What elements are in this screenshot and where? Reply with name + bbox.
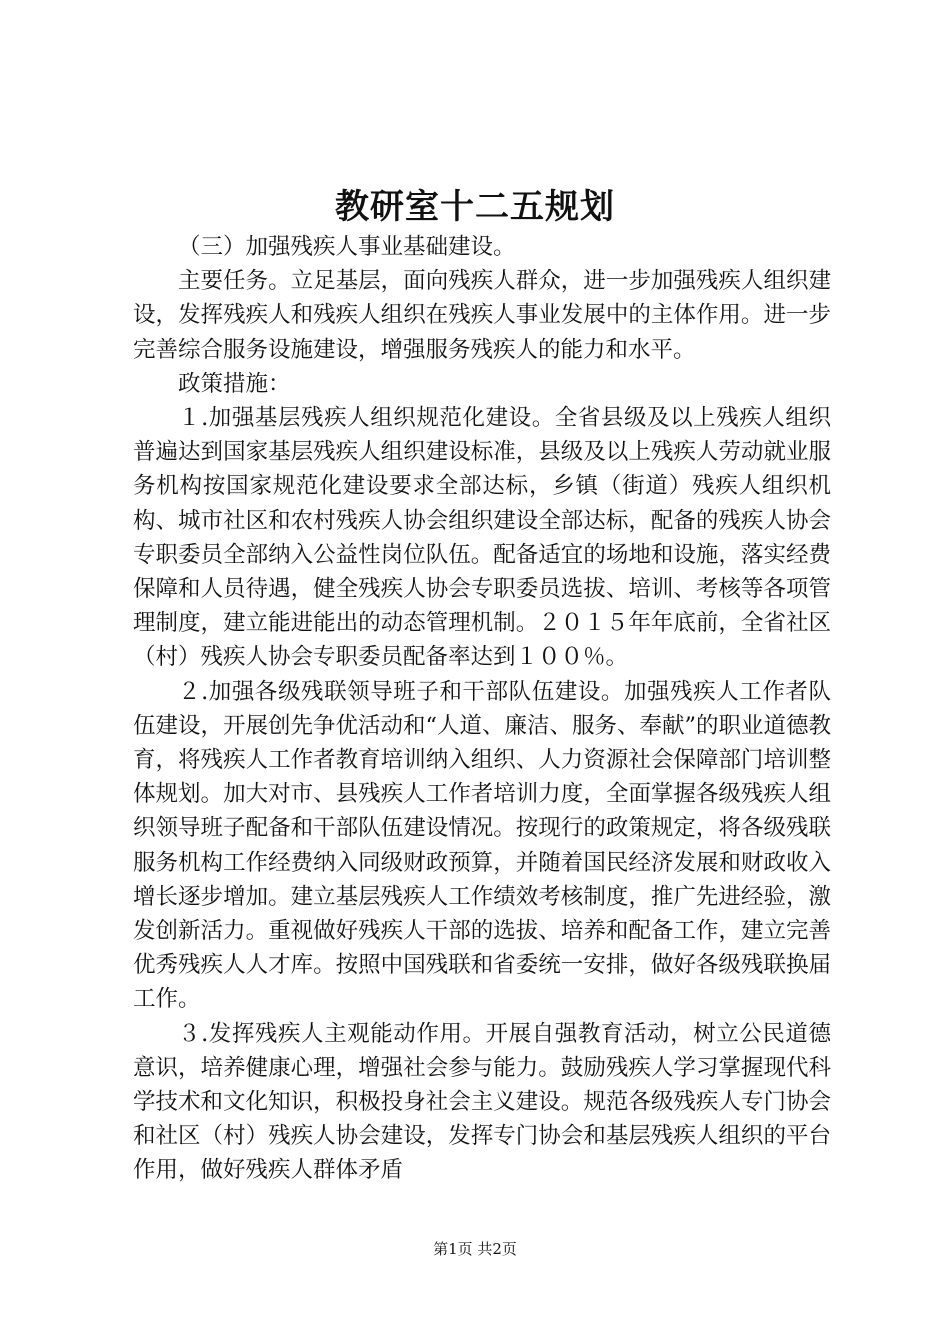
paragraph-main-tasks: 主要任务。立足基层，面向残疾人群众，进一步加强残疾人组织建设，发挥残疾人和残疾人组织在残疾人事业发展中的主体作用。进一步完善综合服务设施建设，增强服务残疾人的能力和水平。 bbox=[133, 268, 831, 363]
paragraph-item-2: ２.加强各级残联领导班子和干部队伍建设。加强残疾人工作者队伍建设，开展创先争优活动和“人道、廉洁、服务、奉献”的职业道德教育，将残疾人工作者教育培训纳入组织、人力资源社会保障部门培训整体规划。加大对市、县残疾人工作者培训力度，全面掌握各级残疾人组织领导班子配备和干部队伍建设情况。按现行的政策规定，将各级残联服务机构工作经费纳入同级财政预算，并随着国民经济发展和财政收入增长逐步增加。建立基层残疾人工作绩效考核制度，推广先进经验，激发创新活力。重视做好残疾人干部的选拔、培养和配备工作，建立完善优秀残疾人人才库。按照中国残联和省委统一安排，做好各级残联换届工作。 bbox=[133, 678, 832, 1013]
paragraph-policy-heading: 政策措施： bbox=[178, 370, 291, 397]
paragraph-section-heading: （三）加强残疾人事业基础建设。 bbox=[178, 234, 516, 260]
paragraph-item-3: ３.发挥残疾人主观能动作用。开展自强教育活动，树立公民道德意识，培养健康心理，增强社会参与能力。鼓励残疾人学习掌握现代科学技术和文化知识，积极投身社会主义建设。规范各级残疾人专门协会和社区（村）残疾人协会建设，发挥专门协会和基层残疾人组织的平台作用，做好残疾人群体矛盾 bbox=[133, 1020, 831, 1184]
page-number-footer: 第1页 共2页 bbox=[433, 1240, 517, 1258]
document-title: 教研室十二五规划 bbox=[335, 187, 615, 227]
paragraph-item-1: １.加强基层残疾人组织规范化建设。全省县级及以上残疾人组织普遍达到国家基层残疾人组织建设标准，县级及以上残疾人劳动就业服务机构按国家规范化建设要求全部达标，乡镇（街道）残疾人组织机构、城市社区和农村残疾人协会组织建设全部达标，配备的残疾人协会专职委员全部纳入公益性岗位队伍。配备适宜的场地和设施，落实经费保障和人员待遇，健全残疾人协会专职委员选拔、培训、考核等各项管理制度，建立能进能出的动态管理机制。２０１５年年底前，全省社区（村）残疾人协会专职委员配备率达到１００％。 bbox=[133, 405, 831, 671]
document-body bbox=[133, 230, 831, 1188]
